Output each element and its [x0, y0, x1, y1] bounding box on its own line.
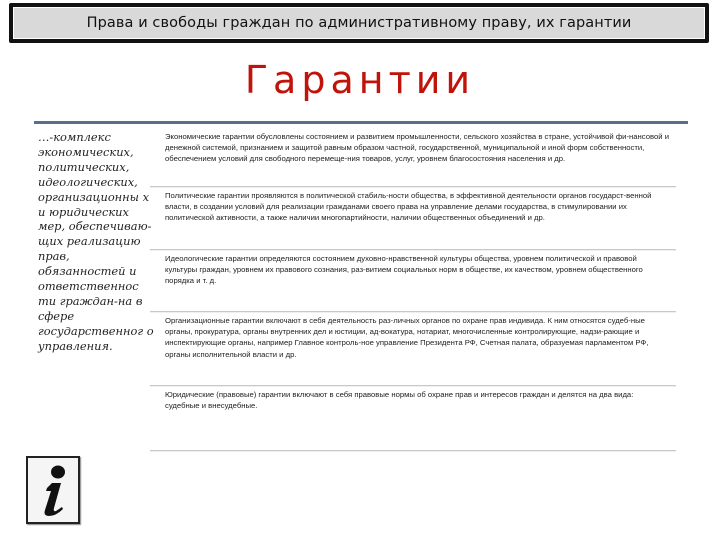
title-banner-inner: [13, 7, 705, 39]
section-heading: Гарантии: [244, 58, 476, 102]
guarantee-ideological: Идеологические гарантии определяются состоянием духовно-нравственной культуры общества, уровнем политической и правовой культуры граждан, уровнем их правового сознания, раз-витием социальных норм в обществе, их качеством, уровнем общественного порядка и т. д.: [150, 250, 676, 312]
info-icon-glyph: [28, 458, 78, 522]
guarantees-list: [150, 128, 676, 451]
guarantee-political: Политические гарантии проявляются в политической стабиль-ности общества, в эффективной деятельности органов государст-венной власти, в создании условий для реализации гражданами своего права на управление делами государства, в стимулировании их политической активности, а также наличии многопартийности, наличии общественных объединений и др.: [150, 187, 676, 250]
guarantee-organizational: Организационные гарантии включают в себя деятельность раз-личных органов по охране прав индивида. К ним относятся судеб-ные органы, прокуратура, органы внутренних дел и юстиции, ад-вокатура, нотариат, многочисленные контролирующие, надзи-рающие и инспектирующие органы, например Главное контроль-ное управление Президента РФ, Счетная палата, образуемая парламентом РФ, органы исполнительной власти и др.: [150, 312, 676, 386]
definition-text: …-комплекс экономических, политических, идеологических, организационны х и юридических мер, обеспечиваю-щих реализацию прав, обязанностей и ответственнос ти граждан-на в сфере государственног о управления.: [38, 130, 154, 353]
slide-title: Права и свободы граждан по административному праву, их гарантии: [86, 15, 632, 31]
guarantee-economic: Экономические гарантии обусловлены состоянием и развитием промышленности, сельского хозяйства в стране, устойчивой фи-нансовой и денежной системой, признанием и защитой равным образом частной, государственной, муниципальной и иной форм собственности, обеспечением условий для свободного перемеще-ния товаров, услуг, уровнем благосостояния населения и др.: [150, 128, 676, 187]
title-banner: [9, 3, 709, 43]
guarantee-legal: Юридические (правовые) гарантии включают в себя правовые нормы об охране прав и интересов граждан и делятся на два вида: судебные и внесудебные.: [150, 386, 676, 451]
info-icon[interactable]: [26, 456, 80, 524]
heading-divider: [34, 121, 688, 124]
